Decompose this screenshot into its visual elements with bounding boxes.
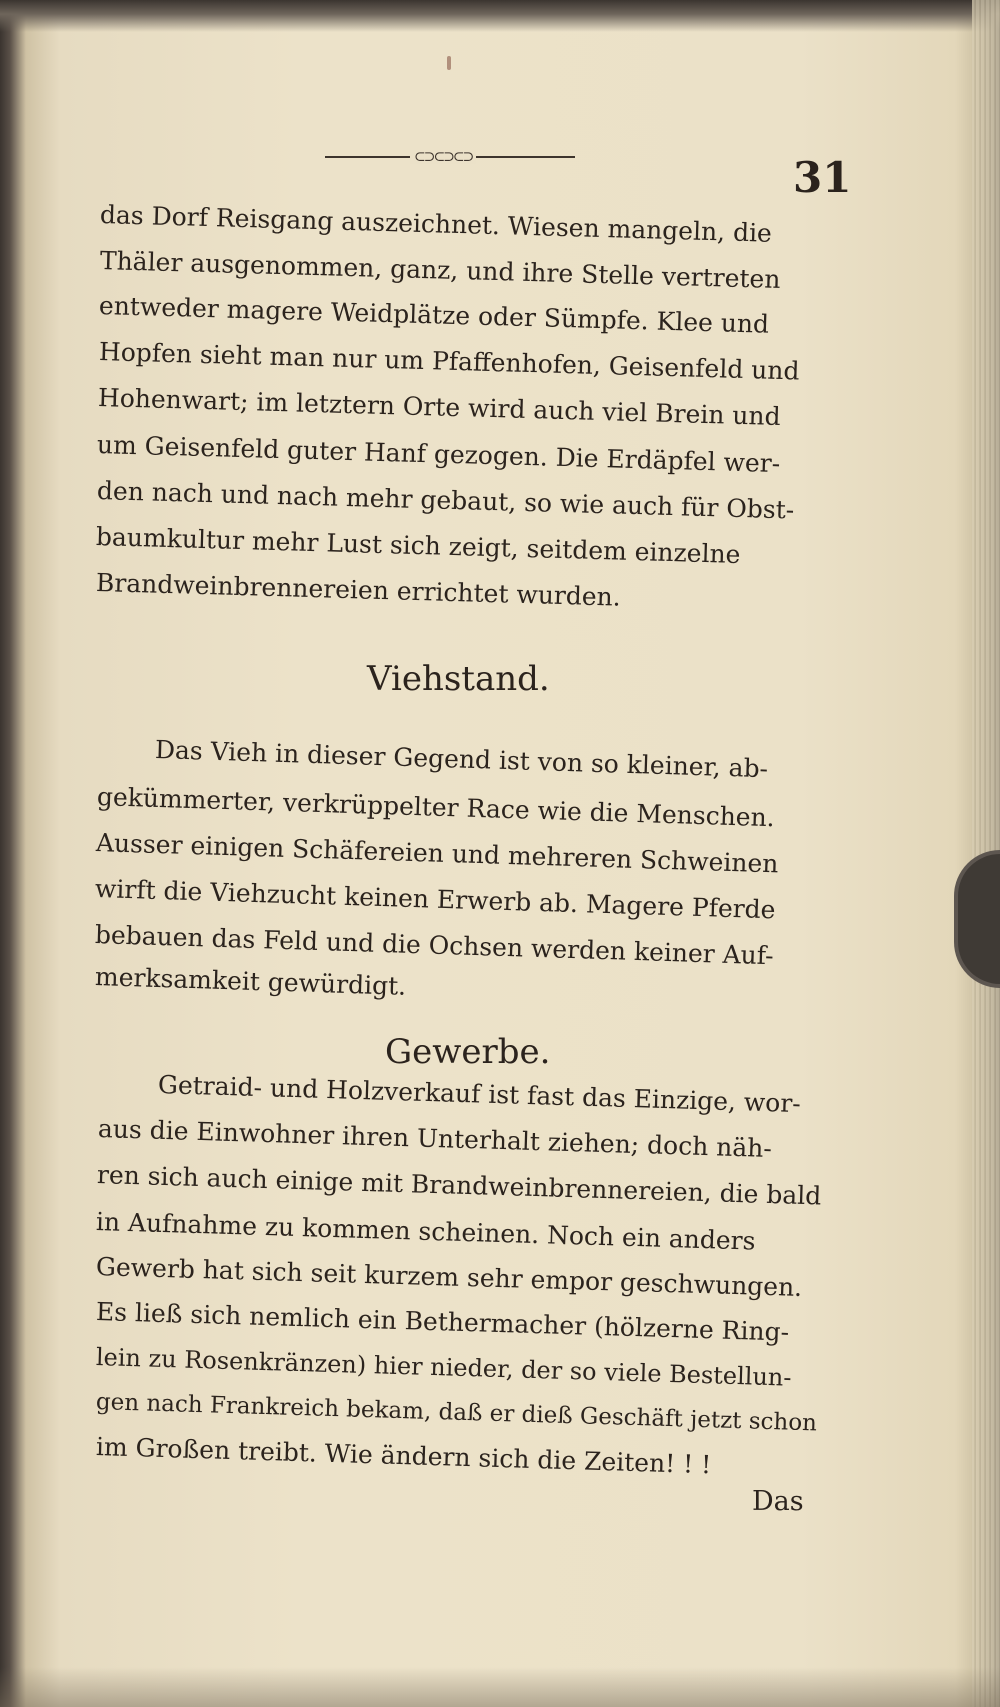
text-line: Gewerb hat sich seit kurzem sehr empor geschwungen. (95, 1252, 803, 1302)
text-line: Ausser einigen Schäfereien und mehreren Schweinen (95, 828, 779, 879)
text-line: Brandweinbrennereien errichtet wurden. (95, 568, 622, 612)
text-line: bebauen das Feld und die Ochsen werden keiner Auf- (94, 920, 775, 971)
ink-spot (447, 56, 451, 70)
text-line: lein zu Rosenkränzen) hier nieder, der so viele Bestellun- (95, 1343, 792, 1392)
catchword: Das (752, 1486, 804, 1517)
text-line: entweder magere Weidplätze oder Sümpfe. Klee und (98, 291, 770, 339)
page-number: 31 (793, 153, 852, 202)
text-line: Das Vieh in dieser Gegend ist von so kleiner, ab- (154, 735, 769, 784)
text-line: wirft die Viehzucht keinen Erwerb ab. Magere Pferde (94, 874, 776, 925)
text-line: merksamkeit gewürdigt. (94, 962, 407, 1001)
text-line: den nach und nach mehr gebaut, so wie auch für Obst- (96, 476, 795, 525)
section-heading-viehstand: Viehstand. (367, 659, 550, 699)
text-line: Hohenwart; im letztern Orte wird auch viel Brein und (97, 383, 781, 432)
text-line: um Geisenfeld guter Hanf gezogen. Die Erdäpfel wer- (96, 430, 781, 479)
text-line: Thäler ausgenommen, ganz, und ihre Stelle vertreten (99, 246, 781, 295)
text-line: gekümmerter, verkrüppelter Race wie die Menschen. (96, 782, 776, 833)
text-line: in Aufnahme zu kommen scheinen. Noch ein anders (95, 1207, 756, 1256)
text-line: Es ließ sich nemlich ein Bethermacher (hölzerne Ring- (95, 1297, 790, 1347)
text-line: baumkultur mehr Lust sich zeigt, seitdem einzelne (95, 522, 741, 569)
text-line: Getraid- und Holzverkauf ist fast das Einzige, wor- (157, 1070, 802, 1119)
page-top-shadow (0, 0, 1000, 32)
text-line: ren sich auch einige mit Brandweinbrennereien, die bald (96, 1160, 822, 1211)
ornament-knot-icon: ⊂⊃⊂⊃⊂⊃ (410, 150, 476, 164)
header-ornament (325, 150, 575, 164)
section-heading-gewerbe: Gewerbe. (385, 1032, 551, 1072)
text-line: das Dorf Reisgang auszeichnet. Wiesen mangeln, die (99, 200, 773, 248)
binder-clip (954, 850, 1000, 988)
text-line: im Großen treibt. Wie ändern sich die Zeiten! ! ! (95, 1432, 712, 1480)
text-line: aus die Einwohner ihren Unterhalt ziehen; doch näh- (97, 1114, 773, 1163)
text-line: Hopfen sieht man nur um Pfaffenhofen, Geisenfeld und (98, 337, 800, 386)
page-bottom-shadow (0, 1667, 1000, 1707)
text-line: gen nach Frankreich bekam, daß er dieß Geschäft jetzt schon (95, 1389, 818, 1437)
